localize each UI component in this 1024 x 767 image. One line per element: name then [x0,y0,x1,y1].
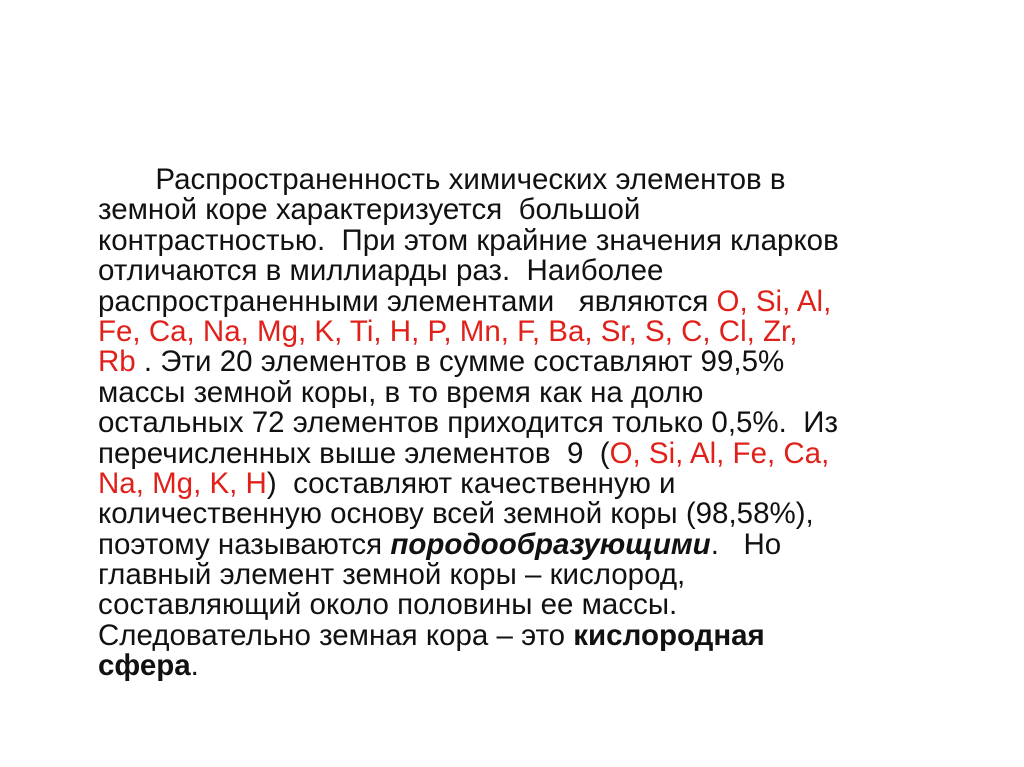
text-line [98,436,978,470]
bold-term: сфера [98,649,191,683]
text-segment: перечисленных выше элементов 9 ( [98,436,610,470]
text-segment: контрастностью. При этом крайние значения кларков [98,223,839,257]
text-segment: количественную основу всей земной коры (98,58%), [98,497,814,531]
text-line [98,590,978,620]
text-line [98,314,978,348]
text-line [98,408,978,438]
text-line [98,618,978,652]
text-line [98,499,978,529]
text-line [98,466,978,500]
bold-term: кислородная [573,618,765,652]
text-segment: ) составляют качественную и [266,466,676,500]
text-line [98,651,978,681]
text-line [98,223,978,257]
element-symbols: Rb [98,345,136,379]
text-segment: составляющий около половины ее массы. [98,588,678,622]
text-segment: земной коре характеризуется большой [98,193,641,227]
text-line [98,284,978,318]
text-segment: . Но [710,527,782,561]
text-segment: массы земной коры, в то время как на долю [98,375,704,409]
emphasized-term: породообразующими [390,527,711,561]
text-segment: остальных 72 элементов приходится только 0,5%. Из [98,406,838,440]
text-segment: . [190,649,199,683]
text-segment: . Эти 20 элементов в сумме составляют 99,5% [135,345,785,379]
text-segment: распространенными элементами являются [98,284,717,318]
element-symbols: O, Si, Al, [716,284,832,318]
element-symbols: Fe, Ca, Na, Mg, K, Ti, H, P, Mn, F, Ba, Sr, S, C, Cl, Zr, [98,314,798,348]
text-line [98,195,978,225]
text-segment: Следовательно земная кора – это [98,618,574,652]
text-line [98,165,978,195]
text-segment: отличаются в миллиарды раз. Наиболее [98,254,664,288]
text-line [98,375,978,409]
element-symbols: O, Si, Al, Fe, Ca, [609,436,830,470]
text-line [98,527,978,561]
text-segment: поэтому называются [98,527,391,561]
text-segment: Распространенность химических элементов в [98,163,786,196]
text-segment: главный элемент земной коры – кислород, [98,558,686,592]
element-symbols: Na, Mg, K, H [98,466,267,500]
text-line [98,560,978,590]
body-text [98,165,978,682]
text-line [98,256,978,286]
text-line [98,347,978,377]
